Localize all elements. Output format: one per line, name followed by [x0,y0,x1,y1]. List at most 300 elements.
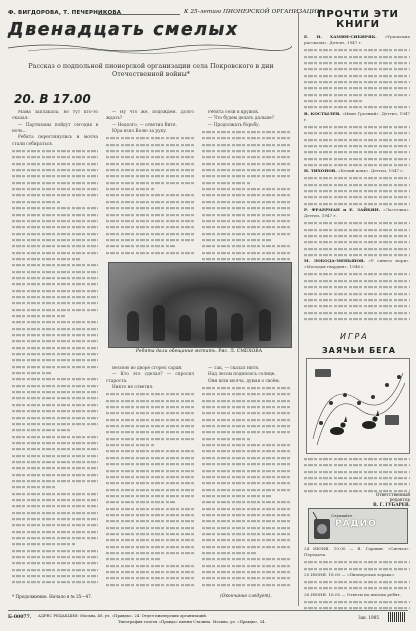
illustration-caption [108,349,290,355]
text-line [12,436,98,438]
book-author: Е. Н. ХАМИН-СИБИРЯК. [304,34,377,39]
text-line [304,139,410,141]
radio-schedule [304,546,410,610]
text-line [12,499,98,501]
text-line [304,49,410,51]
text-line [202,131,290,133]
text-line [106,577,194,579]
article-column-3-lower [202,366,290,592]
text-line [304,312,410,314]
text-line [202,577,290,579]
text-line [12,410,98,412]
text-line [202,188,290,190]
text-block [12,148,98,586]
text-line [12,404,98,406]
editor-name: В. Г. ГУБАРЕВ. [373,502,410,508]
text-line [106,527,194,529]
text-line [12,455,98,457]
text-line [106,457,194,459]
text-line [12,531,98,533]
text-line [12,296,98,298]
editor-role: Ответственный редактор [375,492,410,503]
text-line [106,163,194,165]
text-line [304,184,410,186]
text-line [12,156,98,158]
text-line [202,150,290,152]
page-footer [8,610,408,625]
book-author: Р. ФРАЕРМАН и Е. ЗАЙКИН. [304,207,381,213]
text-block [304,124,410,168]
text-line [12,543,76,545]
text-line [12,378,98,380]
race-track-icon [307,359,409,453]
text-line [12,245,98,247]
text-block [304,175,410,207]
text-line [202,220,290,222]
text-line [106,508,194,510]
book-title: «Ласточка». Детгиз, 1947 г. [304,207,410,219]
text-line [202,451,290,453]
text-line [106,252,194,254]
text-line [304,293,410,295]
text-line [12,505,98,507]
text-line [106,482,194,484]
text-line [106,226,194,228]
text-line [106,175,194,177]
text-line [12,385,98,387]
text-line [106,233,194,235]
radio-banner [308,508,408,544]
text-line [304,286,410,288]
text-line [202,463,290,465]
text-line [304,229,410,231]
text-line [12,537,98,539]
article-title: Двенадцать смелых [8,20,239,40]
book-title: «У синего моря». «Молодая гвардия», 1946 г. [304,258,410,270]
text-line [106,393,194,395]
text-line [304,106,410,108]
text-line [106,565,194,567]
paragraph: Ребята переглянулись и молча стали собираться. [12,135,98,147]
article-column-3 [202,110,290,265]
paragraph: Весною во дворе сгорел сарай. [112,366,183,371]
text-line [12,328,98,330]
paragraph: Ребята сели в кружок. [208,110,260,115]
text-line [304,280,410,282]
main-article [8,18,292,608]
text-line [202,400,290,402]
text-line [12,239,98,241]
article-column-2-lower [106,366,194,592]
text-line [304,601,410,603]
text-line [12,353,98,355]
text-line [304,318,410,320]
text-line [304,94,410,96]
text-line [12,163,98,165]
text-line [202,431,290,433]
text-line [202,419,290,421]
text-line [12,359,98,361]
text-line [202,201,290,203]
text-line [12,264,98,266]
text-line [304,471,410,473]
text-line [12,207,98,209]
text-line [106,169,194,171]
text-line [106,533,194,535]
text-line [12,569,98,571]
text-line [202,482,290,484]
text-line [202,552,257,554]
text-line [304,305,410,307]
editor-credit [362,492,410,508]
text-line [106,438,194,440]
text-line [304,561,410,563]
column-divider [298,12,299,606]
text-line [12,423,98,425]
text-line [304,68,410,70]
text-line [202,195,290,197]
text-line [202,514,290,516]
text-line [304,151,410,153]
printer-info: Типография газеты «Правда» имени Сталина. Москва, ул. «Правды», 24. [118,619,266,624]
text-line [304,458,410,460]
text-block [106,391,194,588]
text-line [304,299,410,301]
text-line [202,571,290,573]
text-line [202,539,290,541]
figure-silhouette [231,313,243,341]
text-line [202,406,290,408]
text-line [304,75,410,77]
text-line [202,239,272,241]
text-line [202,444,290,446]
text-line [304,274,410,276]
book-author: Н. ТИХОНОВ. [304,168,337,174]
text-line [202,144,290,146]
paragraph: Юра взял Колю за руку. [112,129,168,135]
text-line [12,417,98,419]
text-line [12,188,98,190]
text-line [12,467,98,469]
caption-text: Ребята дали обещание мстить. [135,349,217,354]
text-line [202,156,290,158]
text-line [12,575,98,577]
text-line [106,463,194,465]
sidebar-title: ПРОЧТИ ЭТИ КНИГИ [317,9,399,30]
text-block [304,47,410,110]
text-line [304,126,410,128]
text-line [12,258,80,260]
text-line [12,175,98,177]
text-line [202,558,290,560]
text-line [106,137,194,139]
text-line [202,393,290,395]
game-rules [304,456,410,496]
text-line [304,164,410,166]
text-line [304,235,410,237]
text-line [304,568,410,570]
editorial-address: АДРЕС РЕДАКЦИИ: Москва, 40, ул. «Правды», 24. Отдел пионерских организаций. [38,613,208,618]
text-line [12,150,98,152]
book-title: «Уральские рассказы». Детгиз, 1947 г. [304,34,410,46]
text-line [12,290,98,292]
text-line [202,520,290,522]
text-line [106,444,155,446]
book-item [304,34,410,46]
text-line [12,524,98,526]
text-line [304,241,410,243]
text-block [202,129,290,262]
text-line [106,201,194,203]
text-line [12,493,98,495]
game-board [306,358,410,454]
text-line [304,581,410,583]
text-line [202,584,290,586]
text-line [202,527,290,529]
text-line [202,207,290,209]
text-line [106,150,194,152]
text-line [12,220,98,222]
text-line [304,132,410,134]
text-line [12,366,98,368]
text-line [12,550,98,552]
text-line [106,419,194,421]
article-column-1 [12,110,98,590]
title-decoration-icon [8,40,292,54]
book-author: В. КОСТЫЛЕВ. [304,110,341,116]
text-line [304,56,410,58]
text-line [106,571,194,573]
text-line [106,584,194,586]
paragraph: — Продолжать борьбу. [208,122,261,128]
paragraph: — Что будем делать дальше? [208,116,275,122]
schedule-item: 25 ИЮНЯ. 18.00 — «Пионерская зорька». [304,571,396,577]
text-line [12,283,98,285]
text-block [304,579,410,592]
book-title: «Иван Грозный». Детгиз, 1947 г. [304,110,410,122]
text-line [106,188,155,190]
text-line [106,546,194,548]
publication-id: Б-00077. [8,615,32,620]
text-line [304,222,410,224]
book-item [304,111,410,123]
text-line [12,429,70,431]
text-line [12,169,98,171]
text-line [202,470,290,472]
text-line [106,451,194,453]
figure-silhouette [153,305,165,341]
order-number: Зак. 1985 [358,615,380,620]
text-line [304,464,410,466]
text-block [304,456,410,494]
text-line [202,501,290,503]
caption-credit: Рис. Л. СМЕХОВА [218,349,263,354]
header-rule [98,14,180,15]
text-line [106,552,194,554]
game-title: ЗАЯЧЬИ БЕГА [322,346,396,355]
text-line [12,581,98,583]
radio-prefix: Слушайте [331,513,353,518]
paragraph: Мама заплакала, но тут кто-то сказал: [12,110,98,122]
paragraph: — Недолго, — ответил Витя. [112,122,177,128]
text-line [202,137,290,139]
text-line [106,425,194,427]
text-line [202,226,290,228]
text-line [202,546,290,548]
text-line [106,220,194,222]
text-line [12,556,98,558]
text-line [12,233,98,235]
article-authors: Ф. ВИГДОРОВА, Т. ПЕЧЕРНИКОВА [8,10,122,16]
paragraph: Над лесом поднялось солнце. [208,372,276,378]
text-line [12,448,98,450]
text-line [12,334,98,336]
text-line [202,457,290,459]
text-line [304,62,410,64]
text-line [202,258,290,260]
text-line [106,406,194,408]
figure-silhouette [127,311,139,341]
figure-silhouette [179,315,191,341]
text-block [304,599,410,610]
text-line [12,398,98,400]
text-line [202,245,290,247]
text-line [202,412,290,414]
text-block [304,220,410,258]
text-line [106,558,161,560]
text-line [12,486,56,488]
game-kicker: ИГРА [340,332,369,341]
text-line [12,214,98,216]
text-line [304,190,410,192]
text-line [12,562,98,564]
text-line [106,144,194,146]
paragraph: — Ну что же, подождём. Долго ждать? [106,110,194,122]
text-line [106,495,194,497]
radio-icon [311,511,333,541]
article-illustration [108,262,292,348]
text-block [106,135,194,256]
text-line [202,495,272,497]
text-line [12,461,98,463]
text-line [202,233,290,235]
text-line [304,177,410,179]
section-date: 20. В 17.00 [14,92,91,106]
text-line [12,347,98,349]
paragraph: Они шли молча, думая о своём. [208,378,281,384]
text-block [304,559,410,572]
text-line [202,175,290,177]
text-line [202,476,290,478]
text-line [12,442,98,444]
text-line [304,203,410,205]
text-line [106,431,194,433]
text-line [106,182,194,184]
text-line [304,145,410,147]
paragraph: — Кто это сделал? — спросил староста. [106,372,194,384]
text-line [202,533,290,535]
text-line [202,214,290,216]
text-line [106,400,194,402]
text-line [304,477,410,479]
text-line [202,252,290,254]
text-line [12,480,98,482]
barcode-icon [388,612,406,622]
text-line [106,156,194,158]
schedule-item: 24 ИЮНЯ. 10.00 — В. Гаршин. «Сигнал». Передача. [304,546,410,558]
text-block [304,271,410,322]
text-line [12,252,98,254]
text-line [202,565,290,567]
text-line [12,391,98,393]
text-line [202,182,251,184]
text-line [202,489,290,491]
text-line [12,315,65,317]
book-item [304,168,410,174]
text-line [202,508,290,510]
paragraph: — Партизаны пойдут сегодня в ночь... [12,122,98,135]
text-line [304,87,410,89]
sidebar [304,8,410,608]
text-line [12,201,60,203]
text-line [106,501,176,503]
text-line [12,271,98,273]
text-line [106,214,194,216]
text-line [304,158,410,160]
text-line [202,163,290,165]
schedule-item: 26 ИЮНЯ. 16.00 — Ответы на письма ребят. [304,591,402,597]
text-line [106,539,194,541]
continuation-note: (Окончание следует). [220,594,272,599]
paragraph: — Так, — сказал Витя. [208,366,260,371]
text-line [106,476,194,478]
figure-silhouette [259,309,271,341]
text-line [304,196,410,198]
anniversary-banner: К 25-летию ПИОНЕРСКОЙ ОРГАНИЗАЦИИ [184,9,322,15]
text-line [106,520,194,522]
text-line [202,387,290,389]
text-line [202,438,251,440]
text-line [12,195,98,197]
text-line [106,245,176,247]
text-line [12,226,98,228]
book-item [304,258,410,270]
book-title: «Белый конь». Детгиз, 1947 г. [338,168,404,174]
text-line [12,277,98,279]
text-line [304,254,410,256]
text-line [106,489,194,491]
text-line [304,81,410,83]
text-line [12,182,98,184]
text-line [12,372,51,374]
text-line [12,474,98,476]
book-author: М. ЛОБОДА-МЕНЬШОВ. [304,258,365,264]
text-line [12,302,98,304]
text-line [12,321,98,323]
article-subtitle: Рассказ о подпольной пионерской организации села Покровского в дни Отечественной войны* [28,62,274,78]
paragraph: Никто не ответил. [112,385,154,391]
text-line [106,514,194,516]
text-line [106,195,194,197]
text-line [106,470,194,472]
article-column-2 [106,110,194,260]
text-line [12,518,98,520]
book-list [304,34,410,362]
text-line [304,483,410,485]
text-line [304,100,363,102]
text-line [106,239,194,241]
radio-label: РАДИО [335,519,377,529]
